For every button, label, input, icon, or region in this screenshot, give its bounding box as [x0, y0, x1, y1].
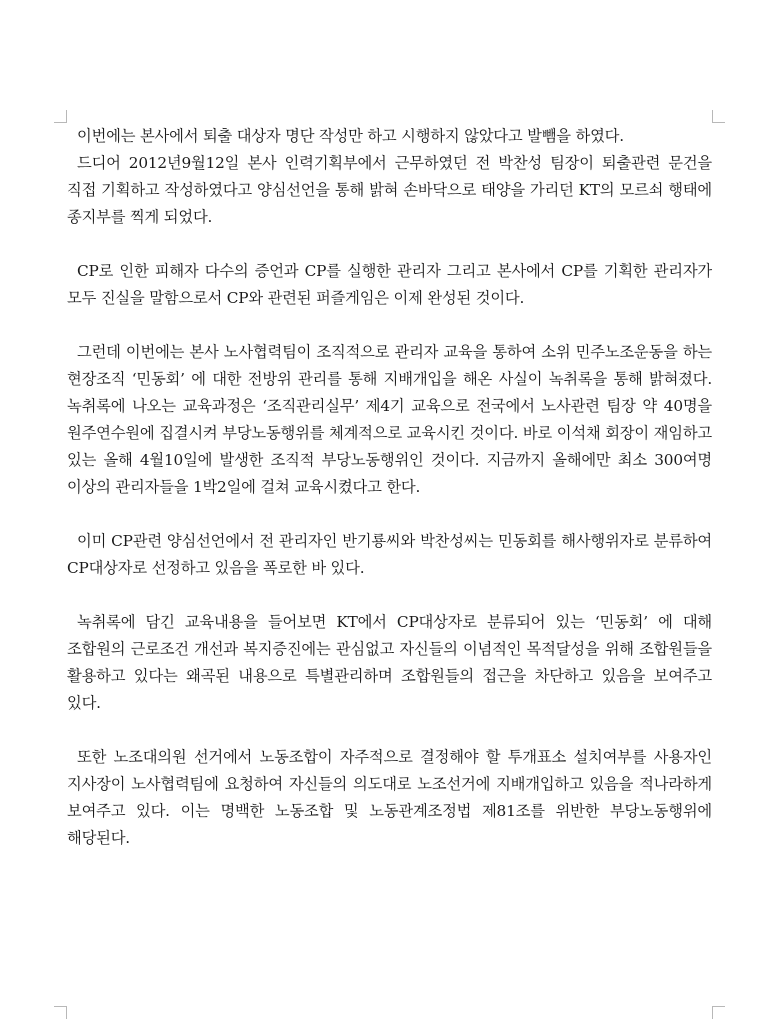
paragraph: 드디어 2012년9월12일 본사 인력기획부에서 근무하였던 전 박찬성 팀장이 퇴출관련 문건을 직접 기획하고 작성하였다고 양심선언을 통해 밝혀 손바닥으로 태양을 가리던 KT의 모르쇠 행태에 종지부를 찍게 되었다.: [67, 154, 712, 226]
paragraph: 이미 CP관련 양심선언에서 전 관리자인 반기룡씨와 박찬성씨는 민동회를 해사행위자로 분류하여 CP대상자로 선정하고 있음을 폭로한 바 있다.: [67, 532, 712, 577]
crop-mark-top-left: [54, 110, 67, 123]
paragraph: 이번에는 본사에서 퇴출 대상자 명단 작성만 하고 시행하지 않았다고 발뺌을 하였다.: [77, 127, 624, 145]
paragraph: CP로 인한 피해자 다수의 증언과 CP를 실행한 관리자 그리고 본사에서 CP를 기획한 관리자가 모두 진실을 말함으로서 CP와 관련된 퍼즐게임은 이제 완성된 것이다.: [67, 262, 712, 307]
paragraph: 또한 노조대의원 선거에서 노동조합이 자주적으로 결정해야 할 투개표소 설치여부를 사용자인 지사장이 노사협력팀에 요청하여 자신들의 의도대로 노조선거에 지배개입하고 있음을 적나라하게 보여주고 있다. 이는 명백한 노동조합 및 노동관계조정법 제81조를 위반한 부당노동행위에 해당된다.: [67, 748, 712, 847]
crop-mark-bottom-right: [712, 1006, 725, 1019]
paragraph: 그런데 이번에는 본사 노사협력팀이 조직적으로 관리자 교육을 통하여 소위 민주노조운동을 하는 현장조직 ‘민동회’ 에 대한 전방위 관리를 통해 지배개입을 해온 사실이 녹취록을 통해 밝혀졌다. 녹취록에 나오는 교육과정은 ‘조직관리실무’ 제4기 교육으로 전국에서 노사관련 팀장 약 40명을 원주연수원에 집결시켜 부당노동행위를 체계적으로 교육시킨 것이다. 바로 이석채 회장이 재임하고 있는 올해 4월10일에 발생한 조직적 부당노동행위인 것이다. 지금까지 올해에만 최소 300여명 이상의 관리자들을 1박2일에 걸쳐 교육시켰다고 한다.: [67, 343, 712, 496]
crop-mark-top-right: [712, 110, 725, 123]
document-body: [67, 123, 712, 879]
paragraph: 녹취록에 담긴 교육내용을 들어보면 KT에서 CP대상자로 분류되어 있는 ‘민동회’ 에 대해 조합원의 근로조건 개선과 복지증진에는 관심없고 자신들의 이념적인 목적달성을 위해 조합원들을 활용하고 있다는 왜곡된 내용으로 특별관리하며 조합원들의 접근을 차단하고 있음을 보여주고 있다.: [67, 613, 712, 712]
crop-mark-bottom-left: [54, 1006, 67, 1019]
